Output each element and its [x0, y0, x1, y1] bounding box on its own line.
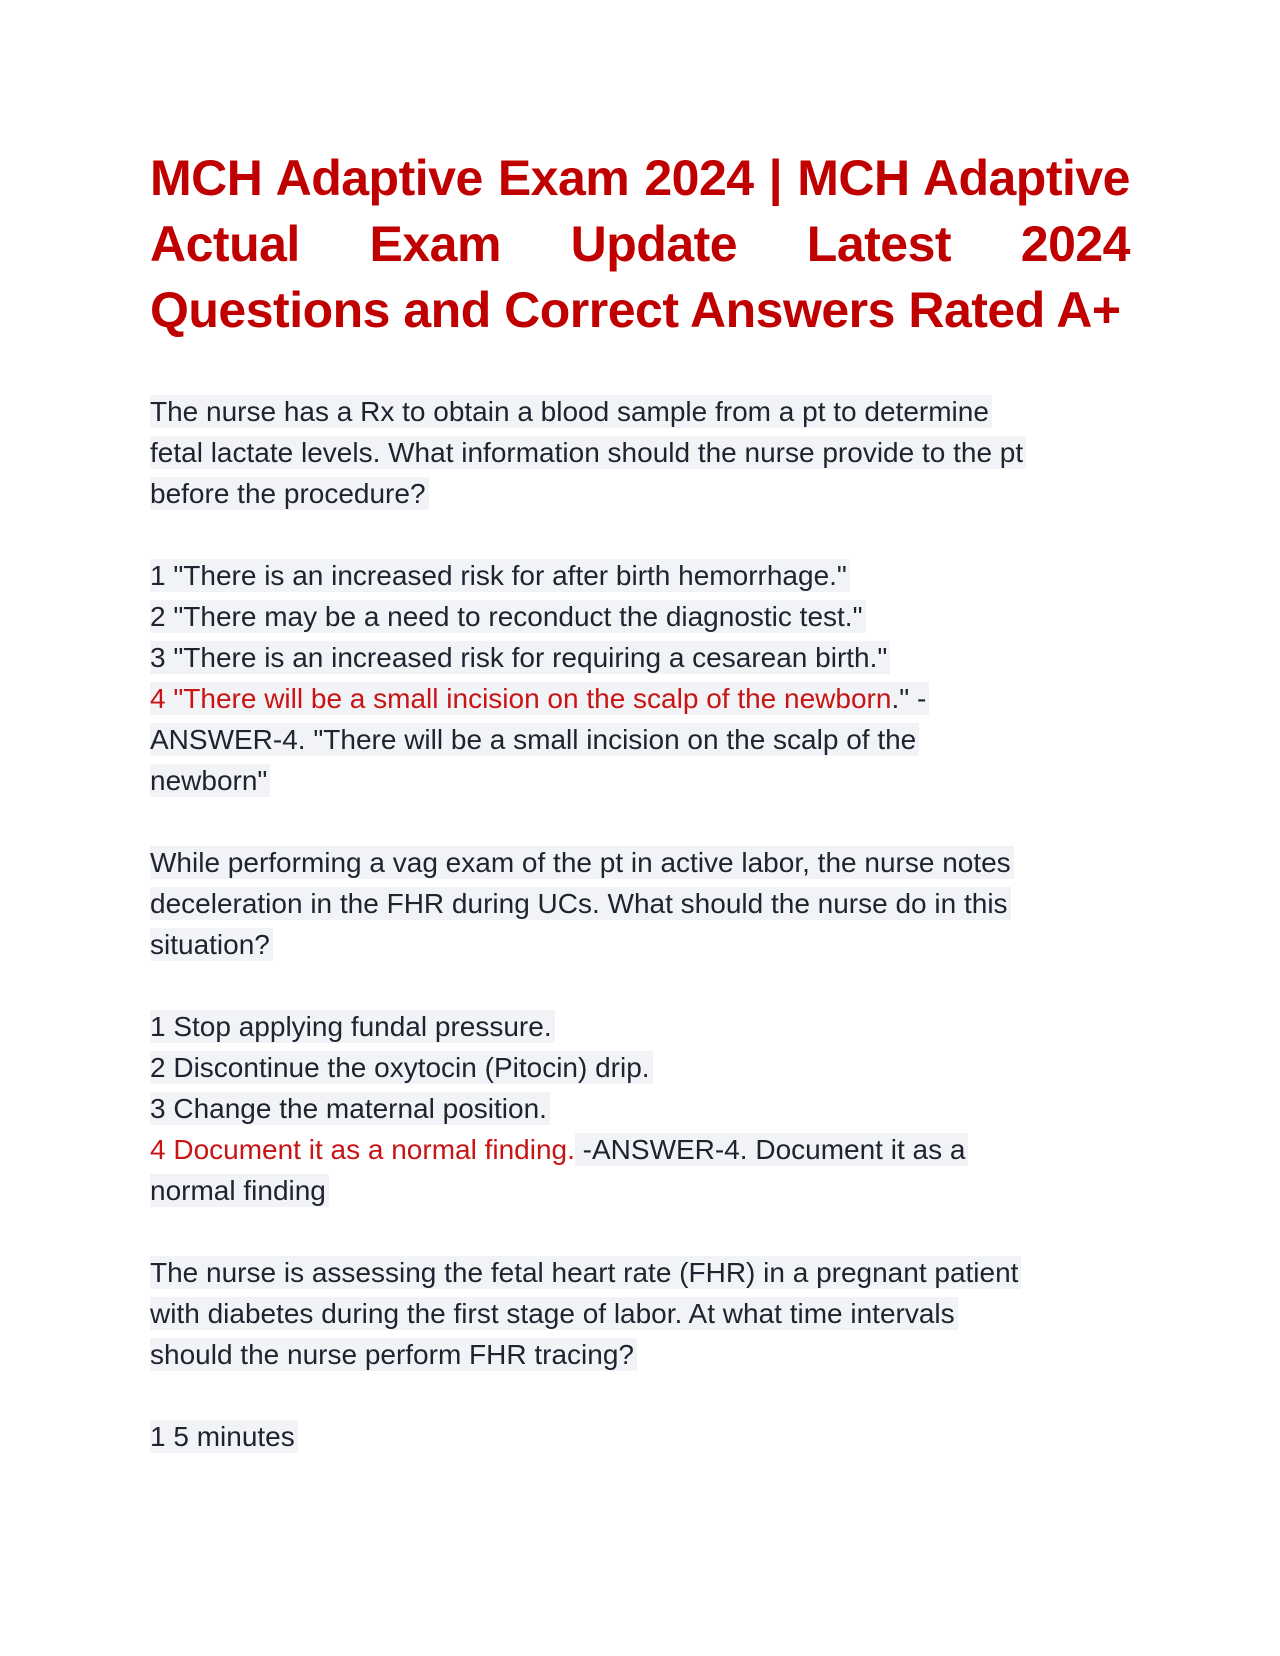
- question-text-line: situation?: [150, 928, 273, 961]
- question-text-line: before the procedure?: [150, 477, 429, 510]
- answer-marker: -ANSWER-4. Document it as a: [575, 1133, 969, 1166]
- question-text-line: While performing a vag exam of the pt in active labor, the nurse notes: [150, 846, 1014, 879]
- answer-option: 3 Change the maternal position.: [150, 1092, 550, 1125]
- document-title: MCH Adaptive Exam 2024 | MCH Adaptive Actual Exam Update Latest 2024 Questions and Correct Answers Rated A+: [150, 150, 1130, 338]
- question-text-line: deceleration in the FHR during UCs. What should the nurse do in this: [150, 887, 1011, 920]
- question-block-3: [150, 1252, 1130, 1457]
- answer-option: 1 5 minutes: [150, 1420, 298, 1453]
- spacer: [150, 1375, 1130, 1416]
- spacer: [150, 1211, 1130, 1252]
- spacer: [150, 965, 1130, 1006]
- correct-answer-option: 4 Document it as a normal finding.: [150, 1134, 575, 1165]
- spacer: [150, 514, 1130, 555]
- answer-marker: ." -: [891, 683, 927, 714]
- answer-explanation-line: ANSWER-4. "There will be a small incision on the scalp of the: [150, 723, 919, 756]
- document-page: [150, 145, 1130, 1457]
- question-block-1: [150, 391, 1130, 801]
- correct-answer-option: 4 "There will be a small incision on the scalp of the newborn: [150, 683, 892, 714]
- question-text-line: The nurse is assessing the fetal heart rate (FHR) in a pregnant patient: [150, 1256, 1021, 1289]
- answer-option: 1 Stop applying fundal pressure.: [150, 1010, 555, 1043]
- answer-option: 2 "There may be a need to reconduct the diagnostic test.": [150, 600, 866, 633]
- spacer: [150, 801, 1130, 842]
- question-text-line: with diabetes during the first stage of labor. At what time intervals: [150, 1297, 958, 1330]
- answer-option: 1 "There is an increased risk for after birth hemorrhage.": [150, 559, 850, 592]
- answer-option: 3 "There is an increased risk for requiring a cesarean birth.": [150, 641, 890, 674]
- answer-option: 2 Discontinue the oxytocin (Pitocin) drip.: [150, 1051, 653, 1084]
- answer-explanation-line: normal finding: [150, 1174, 329, 1207]
- question-block-2: [150, 842, 1130, 1211]
- answer-explanation-line: newborn": [150, 764, 270, 797]
- question-text-line: The nurse has a Rx to obtain a blood sample from a pt to determine: [150, 395, 992, 428]
- question-text-line: should the nurse perform FHR tracing?: [150, 1338, 637, 1371]
- question-text-line: fetal lactate levels. What information should the nurse provide to the pt: [150, 436, 1026, 469]
